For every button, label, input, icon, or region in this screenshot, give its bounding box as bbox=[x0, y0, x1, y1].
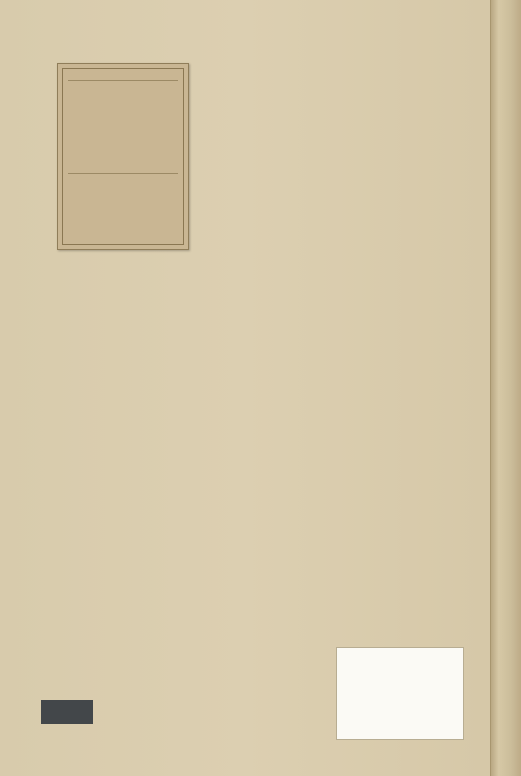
isbn-barcode bbox=[336, 647, 464, 740]
series-list-block bbox=[31, 459, 371, 462]
publisher-logo bbox=[41, 700, 93, 724]
book-spine bbox=[490, 0, 521, 776]
cover-thumbnail bbox=[57, 63, 189, 250]
barcode-bars bbox=[346, 668, 454, 722]
thumbnail-panel bbox=[68, 80, 178, 174]
